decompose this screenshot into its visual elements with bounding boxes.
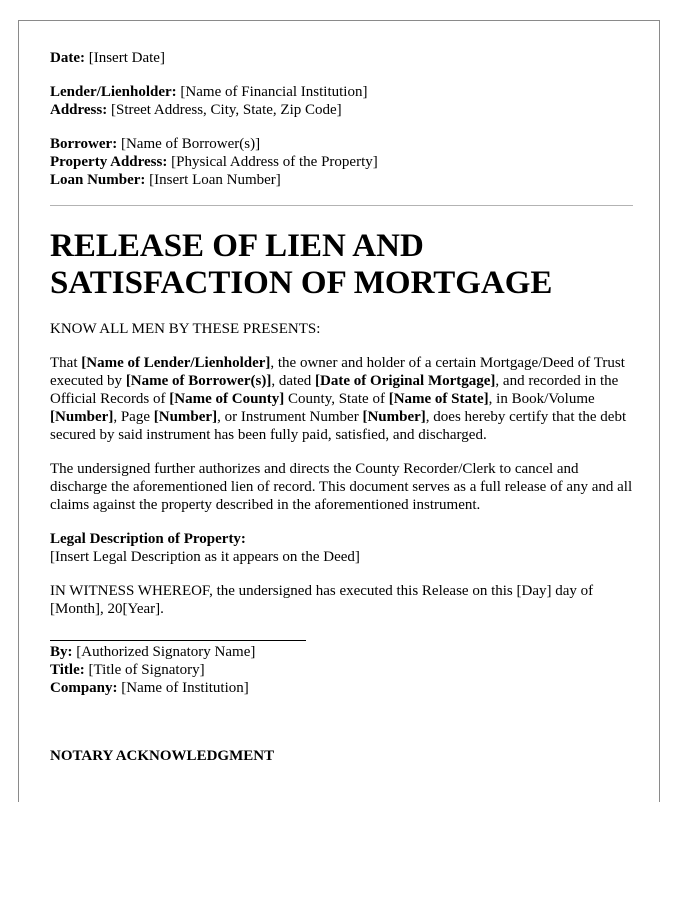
book-number-placeholder: [Number]	[50, 409, 114, 425]
para1-text-6: , in Book/Volume	[488, 391, 595, 407]
title-label: Title:	[50, 662, 85, 678]
document-content	[50, 49, 633, 765]
property-address-value: [Physical Address of the Property]	[171, 154, 378, 170]
para1-text-5: County, State of	[284, 391, 389, 407]
authorization-paragraph: The undersigned further authorizes and directs the County Recorder/Clerk to cancel and discharge the aforementioned lien of record. This document serves as a full release of any and all claims against the property described in the aforementioned instrument.	[50, 461, 633, 513]
date-line	[50, 49, 633, 67]
property-address-line	[50, 153, 633, 171]
borrower-block	[50, 135, 633, 189]
date-block	[50, 49, 633, 67]
signature-line	[50, 640, 306, 641]
certification-paragraph	[50, 354, 633, 444]
title-line-1: RELEASE OF LIEN AND	[50, 228, 424, 264]
signatory-name-line	[50, 643, 633, 661]
intro-text: KNOW ALL MEN BY THESE PRESENTS:	[50, 321, 321, 337]
page-number-placeholder: [Number]	[153, 409, 218, 425]
borrower-name-placeholder: [Name of Borrower(s)]	[125, 373, 272, 389]
lender-block	[50, 83, 633, 119]
state-placeholder: [Name of State]	[388, 391, 489, 407]
lender-value: [Name of Financial Institution]	[180, 84, 368, 100]
date-value: [Insert Date]	[88, 50, 165, 66]
lender-name-placeholder: [Name of Lender/Lienholder]	[81, 355, 271, 371]
document-page	[18, 20, 660, 802]
company-value: [Name of Institution]	[121, 680, 249, 696]
legal-description-block	[50, 530, 633, 566]
loan-number-label: Loan Number:	[50, 172, 146, 188]
title-line-2: SATISFACTION OF MORTGAGE	[50, 265, 553, 301]
signatory-title-value: [Title of Signatory]	[88, 662, 205, 678]
divider	[50, 205, 633, 206]
borrower-line	[50, 135, 633, 153]
notary-heading: NOTARY ACKNOWLEDGMENT	[50, 748, 275, 764]
borrower-label: Borrower:	[50, 136, 118, 152]
legal-description-value: [Insert Legal Description as it appears on the Deed]	[50, 549, 360, 565]
signatory-name-value: [Authorized Signatory Name]	[76, 644, 256, 660]
loan-number-line	[50, 171, 633, 189]
address-line	[50, 101, 633, 119]
signatory-title-line	[50, 661, 633, 679]
document-title	[50, 228, 633, 302]
lender-label: Lender/Lienholder:	[50, 84, 177, 100]
signature-block	[50, 643, 633, 697]
para1-text-4: , and recorded in the Official Records of	[50, 373, 619, 407]
para1-text-7: , Page	[113, 409, 154, 425]
loan-number-value: [Insert Loan Number]	[149, 172, 281, 188]
legal-description-label: Legal Description of Property:	[50, 531, 246, 547]
mortgage-date-placeholder: [Date of Original Mortgage]	[315, 373, 496, 389]
lender-line	[50, 83, 633, 101]
borrower-value: [Name of Borrower(s)]	[120, 136, 261, 152]
para1-text-1: That	[50, 355, 82, 371]
date-label: Date:	[50, 50, 85, 66]
para1-text-8: , or Instrument Number	[217, 409, 363, 425]
witness-paragraph: IN WITNESS WHEREOF, the undersigned has executed this Release on this [Day] day of [Month], 20[Year].	[50, 583, 594, 617]
address-label: Address:	[50, 102, 108, 118]
county-placeholder: [Name of County]	[169, 391, 285, 407]
by-label: By:	[50, 644, 73, 660]
address-value: [Street Address, City, State, Zip Code]	[110, 102, 342, 118]
para1-text-2: , the owner and holder of a certain Mortgage/Deed of Trust executed by	[50, 355, 625, 389]
instrument-number-placeholder: [Number]	[362, 409, 426, 425]
property-address-label: Property Address:	[50, 154, 168, 170]
para1-text-3: , dated	[271, 373, 316, 389]
company-line	[50, 679, 633, 697]
para1-text-9: , does hereby certify that the debt secured by said instrument has been fully paid, satisfied, and discharged.	[50, 409, 627, 443]
company-label: Company:	[50, 680, 118, 696]
